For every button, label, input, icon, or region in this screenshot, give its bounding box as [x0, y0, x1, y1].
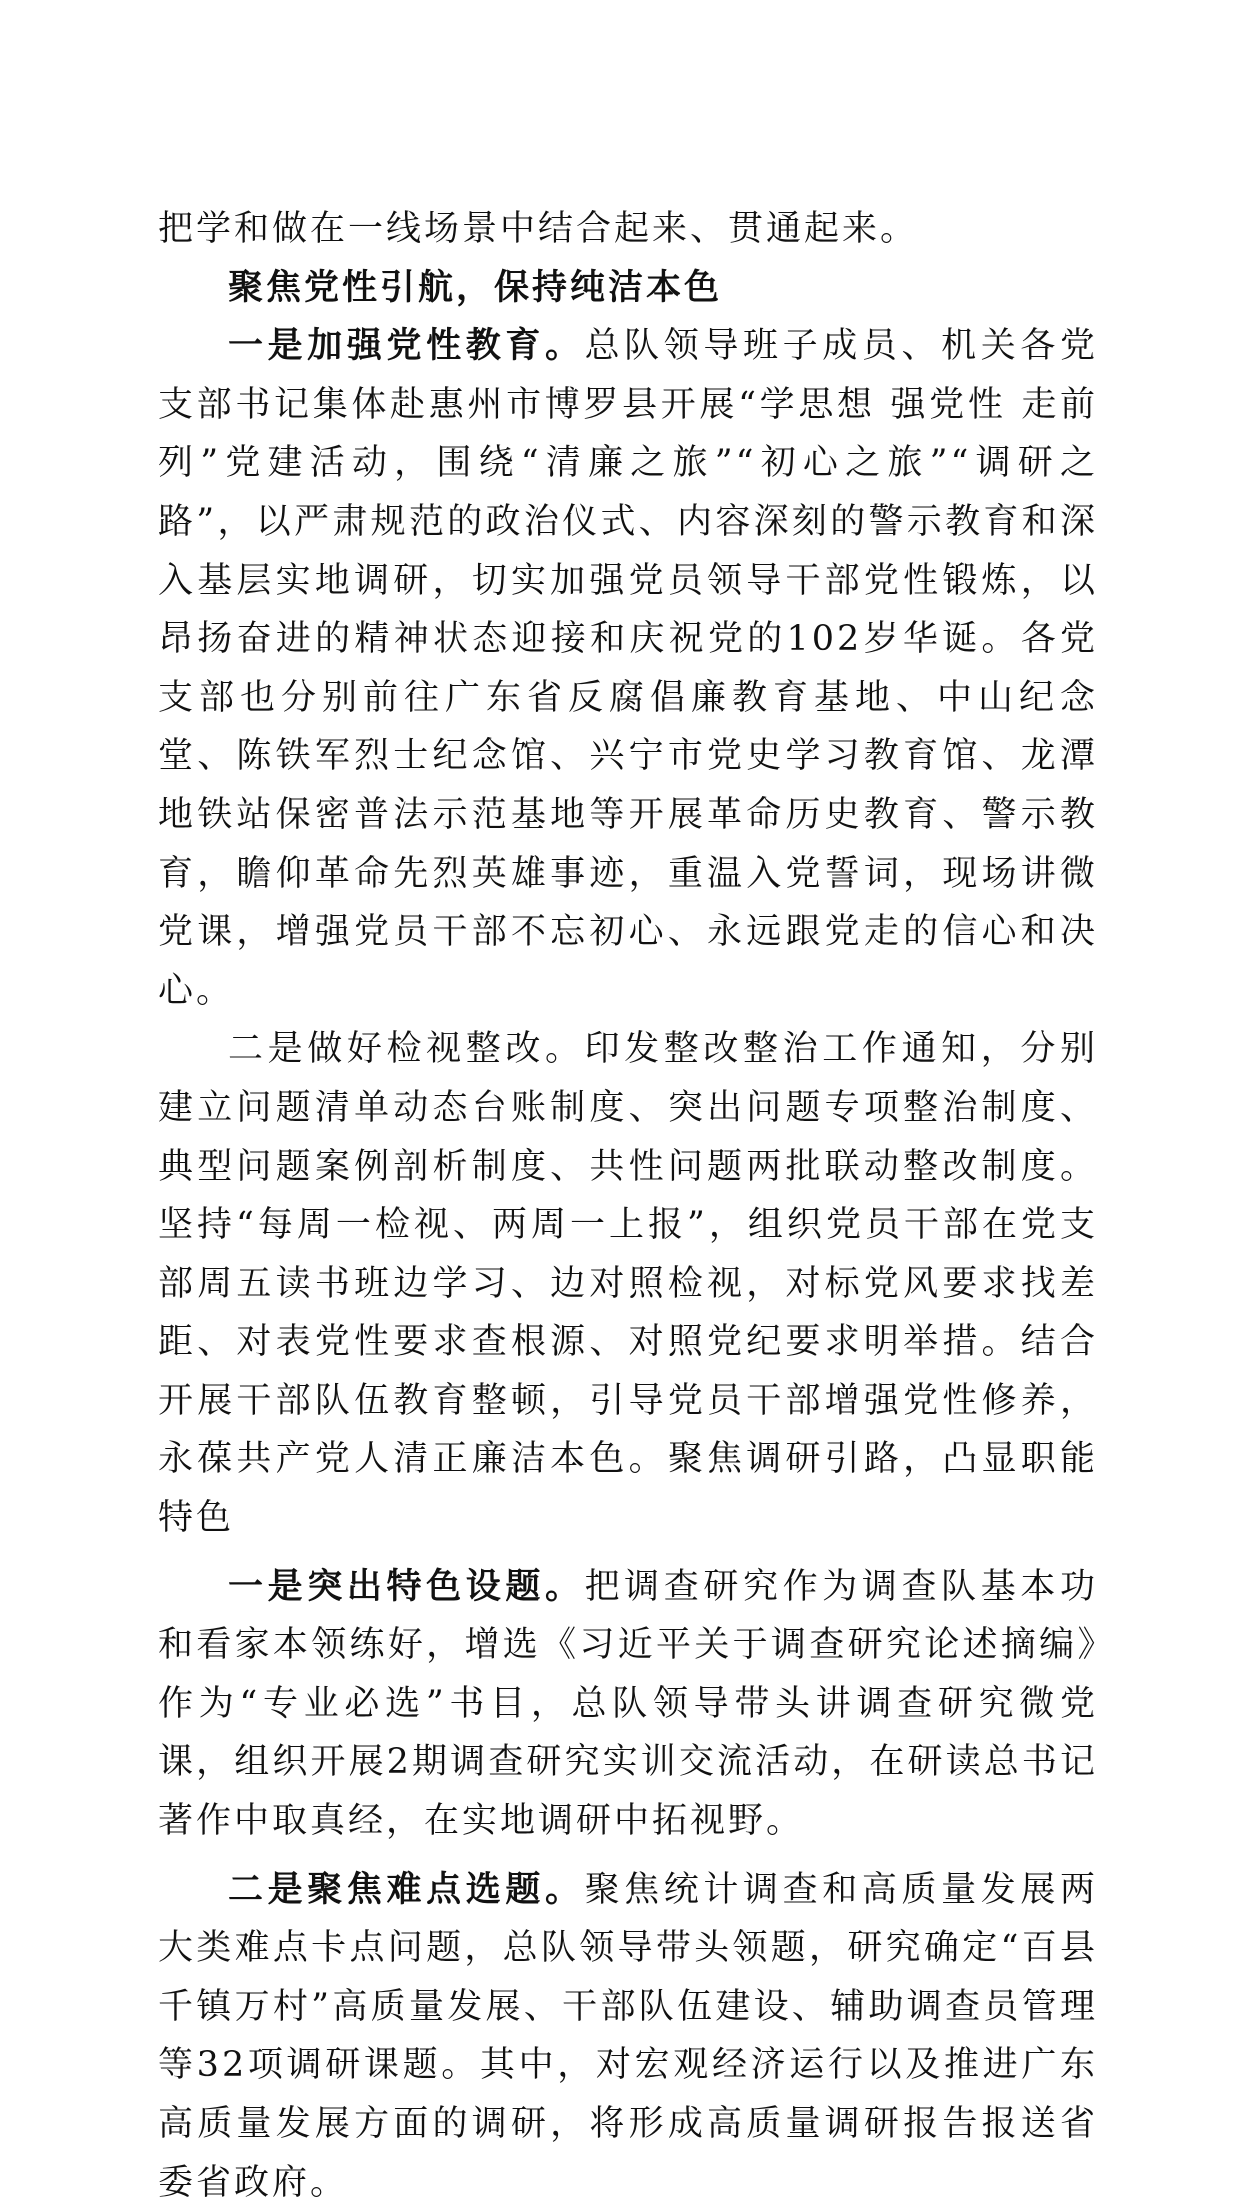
paragraph-party-education — [158, 317, 1098, 1020]
document-page — [158, 200, 1098, 2212]
paragraph-body: 聚焦统计调查和高质量发展两大类难点卡点问题，总队领导带头领题，研究确定“百县千镇万村”高质量发展、干部队伍建设、辅助调查员管理等32项调研课题。其中，对宏观经济运行以及推进广东高质量发展方面的调研，将形成高质量调研报告报送省委省政府。 — [158, 1869, 1098, 2203]
intro-line: 把学和做在一线场景中结合起来、贯通起来。 — [158, 209, 919, 249]
paragraph-body: 把调查研究作为调查队基本功和看家本领练好，增选《习近平关于调查研究论述摘编》作为“专业必选”书目，总队领导带头讲调查研究微党课，组织开展2期调查研究实训交流活动，在研读总书记著作中取真经，在实地调研中拓视野。 — [158, 1566, 1098, 1842]
paragraph-rectification — [158, 1020, 1098, 1547]
paragraph-difficult-topics — [158, 1861, 1098, 2212]
paragraph-body: 总队领导班子成员、机关各党支部书记集体赴惠州市博罗县开展“学思想 强党性 走前列”党建活动，围绕“清廉之旅”“初心之旅”“调研之路”，以严肃规范的政治仪式、内容深刻的警示教育和深入基层实地调研，切实加强党员领导干部党性锻炼，以昂扬奋进的精神状态迎接和庆祝党的102岁华诞。各党支部也分别前往广东省反腐倡廉教育基地、中山纪念堂、陈铁军烈士纪念馆、兴宁市党史学习教育馆、龙潭地铁站保密普法示范基地等开展革命历史教育、警示教育，瞻仰革命先烈英雄事迹，重温入党誓词，现场讲微党课，增强党员干部不忘初心、永远跟党走的信心和决心。 — [158, 326, 1098, 1011]
paragraph-lead: 一是加强党性教育。 — [228, 325, 585, 367]
paragraph-lead: 一是突出特色设题。 — [228, 1565, 585, 1607]
paragraph-research-topics — [158, 1558, 1098, 1851]
paragraph-body: 二是做好检视整改。印发整改整治工作通知，分别建立问题清单动态台账制度、突出问题专项整治制度、典型问题案例剖析制度、共性问题两批联动整改制度。坚持“每周一检视、两周一上报”，组织党员干部在党支部周五读书班边学习、边对照检视，对标党风要求找差距、对表党性要求查根源、对照党纪要求明举措。结合开展干部队伍教育整顿，引导党员干部增强党性修养，永葆共产党人清正廉洁本色。聚焦调研引路，凸显职能特色 — [158, 1029, 1098, 1539]
section-heading: 聚焦党性引航，保持纯洁本色 — [228, 266, 723, 308]
paragraph-lead: 二是聚焦难点选题。 — [228, 1868, 585, 1910]
